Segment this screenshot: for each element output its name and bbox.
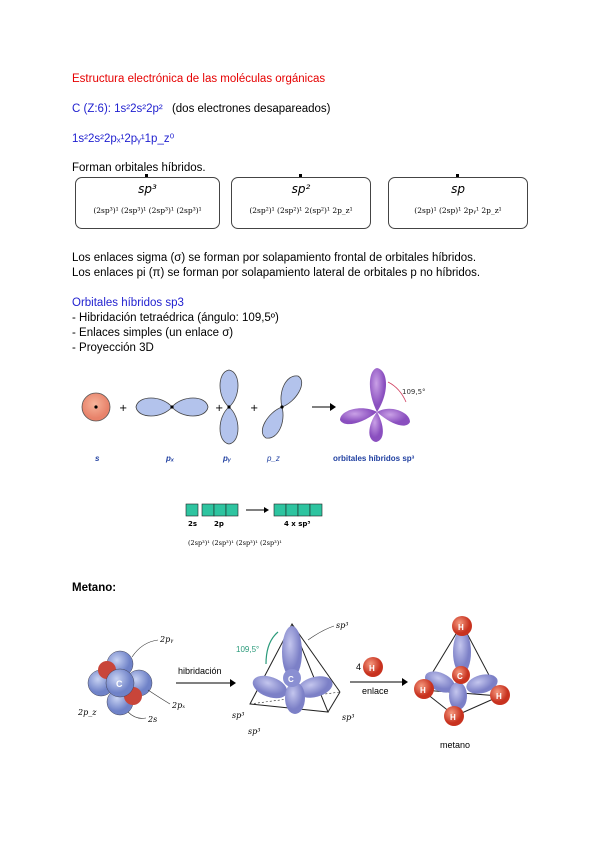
label-s: s bbox=[95, 454, 100, 463]
orbital-combination-figure bbox=[72, 362, 452, 472]
hybrid-box-sp bbox=[388, 177, 528, 229]
carbon-symbol: C bbox=[116, 679, 123, 689]
hybrid-box-sp3 bbox=[75, 177, 220, 229]
angle-label: 109,5° bbox=[236, 645, 260, 654]
hybrid-box-sp2 bbox=[231, 177, 371, 229]
arrow-head bbox=[230, 679, 236, 687]
carbon-symbol: C bbox=[457, 672, 463, 681]
page-heading: Estructura electrónica de las moléculas orgánicas bbox=[72, 73, 326, 85]
hydrogen-symbol: H bbox=[369, 664, 375, 673]
label-sp3: sp³ bbox=[232, 711, 245, 720]
sp3-item: - Hibridación tetraédrica (ángulo: 109,5º) bbox=[72, 312, 279, 324]
methane-molecule bbox=[414, 616, 510, 726]
hybrid-config-sp: (2sp)¹ (2sp)¹ 2pᵧ¹ 2p_z¹ bbox=[414, 206, 502, 215]
electron-box-figure bbox=[180, 498, 340, 558]
box-sp3 bbox=[274, 504, 286, 516]
methane-formation-figure bbox=[70, 612, 540, 762]
marker-dot bbox=[145, 174, 148, 177]
label-sp3: sp³ bbox=[342, 713, 355, 722]
box-sp3 bbox=[298, 504, 310, 516]
box-sp3 bbox=[286, 504, 298, 516]
pz-orbital-shape bbox=[262, 376, 301, 438]
hydrogen-symbol: H bbox=[450, 713, 456, 722]
label-py: pᵧ bbox=[223, 454, 231, 463]
marker-dot bbox=[299, 174, 302, 177]
box-2s bbox=[186, 504, 198, 516]
box-2p bbox=[214, 504, 226, 516]
hybrid-label-sp: sp bbox=[451, 182, 465, 196]
label-2pz: 2p_z bbox=[78, 708, 97, 717]
label-sp3: sp³ bbox=[336, 621, 349, 630]
marker-dot bbox=[456, 174, 459, 177]
hydrogen-symbol: H bbox=[420, 686, 426, 695]
excited-configuration: 1s²2s²2pₓ¹2pᵧ¹1p_z⁰ bbox=[72, 133, 175, 145]
label-pz: p_z bbox=[267, 454, 280, 463]
sigma-bond-text: Los enlaces sigma (σ) se forman por solapamiento frontal de orbitales híbridos. bbox=[72, 252, 477, 264]
hydrogen-count: 4 bbox=[356, 662, 362, 672]
label-2px: 2pₓ bbox=[172, 701, 186, 710]
hybrid-config-sp3: (2sp³)¹ (2sp³)¹ (2sp³)¹ (2sp³)¹ bbox=[93, 206, 202, 215]
bond-label: enlace bbox=[362, 686, 389, 696]
plus-sign: + bbox=[215, 403, 224, 414]
sp3-item: - Proyección 3D bbox=[72, 342, 154, 354]
pi-bond-text: Los enlaces pi (π) se forman por solapamiento lateral de orbitales p no híbridos. bbox=[72, 267, 481, 279]
carbon-config-note: (dos electrones desapareados) bbox=[171, 103, 331, 115]
label-2s: 2s bbox=[188, 520, 198, 528]
label-2py: 2pᵧ bbox=[160, 635, 174, 644]
arrow-head bbox=[264, 507, 269, 513]
arrow-head bbox=[330, 403, 336, 411]
carbon-configuration bbox=[72, 102, 331, 116]
label-4sp3: 4 x sp³ bbox=[284, 520, 311, 528]
hybrid-label-sp2: sp² bbox=[291, 182, 311, 196]
sp3-hybrid-shape bbox=[340, 368, 410, 442]
arrow-head bbox=[402, 678, 408, 686]
label-sp3: sp³ bbox=[248, 727, 261, 736]
methane-label: metano bbox=[440, 740, 471, 750]
label-sp3-result: orbitales híbridos sp³ bbox=[333, 454, 415, 463]
hydrogen-symbol: H bbox=[458, 623, 464, 632]
nucleus-dot bbox=[94, 405, 97, 408]
angle-label: 109,5° bbox=[402, 388, 426, 396]
plus-sign: + bbox=[250, 403, 259, 414]
hydrogen-symbol: H bbox=[496, 692, 502, 701]
sp3-section-title: Orbitales híbridos sp3 bbox=[72, 297, 184, 309]
sp3-item: - Enlaces simples (un enlace σ) bbox=[72, 327, 234, 339]
sp3-tetrahedron bbox=[250, 624, 340, 714]
label-2p: 2p bbox=[214, 520, 224, 528]
px-orbital-shape bbox=[136, 398, 208, 416]
hybridization-label: hibridación bbox=[178, 666, 222, 676]
hybrid-label-sp3: sp³ bbox=[138, 182, 157, 196]
metano-heading: Metano: bbox=[72, 582, 117, 594]
plus-sign: + bbox=[119, 403, 128, 414]
box-config: (2sp³)¹ (2sp³)¹ (2sp³)¹ (2sp³)¹ bbox=[188, 539, 282, 547]
carbon-symbol: C bbox=[288, 675, 294, 684]
carbon-config-text: C (Z:6): 1s²2s²2p² bbox=[72, 103, 163, 115]
label-2s: 2s bbox=[148, 715, 158, 724]
box-2p bbox=[226, 504, 238, 516]
hybrid-config-sp2: (2sp²)¹ (2sp²)¹ 2(sp²)¹ 2p_z¹ bbox=[249, 206, 353, 215]
label-px: pₓ bbox=[166, 454, 175, 463]
box-2p bbox=[202, 504, 214, 516]
box-sp3 bbox=[310, 504, 322, 516]
hybrid-intro: Forman orbitales híbridos. bbox=[72, 162, 206, 174]
